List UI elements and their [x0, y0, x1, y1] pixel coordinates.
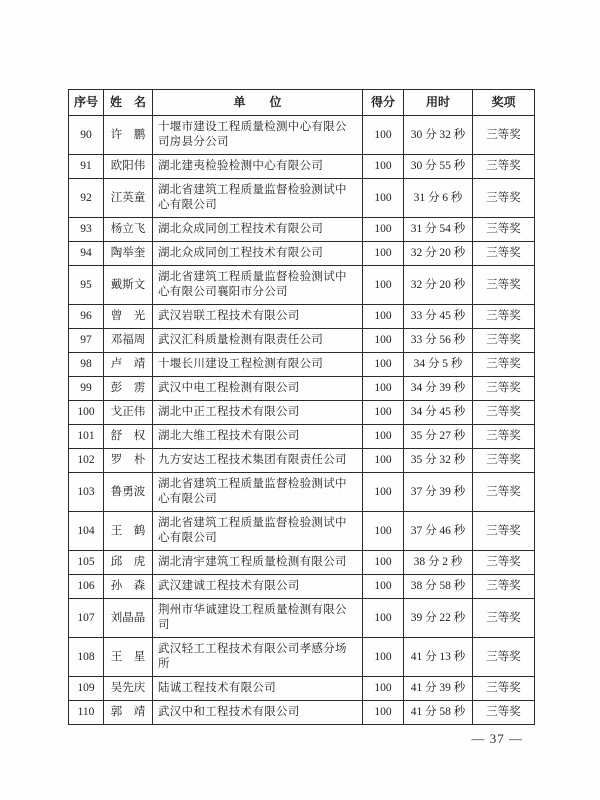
table-body: [69, 116, 535, 725]
cell-award: 三等奖: [473, 353, 535, 377]
cell-score: 100: [363, 179, 404, 218]
table-row: [69, 638, 535, 677]
cell-name: 罗 朴: [104, 449, 153, 473]
cell-unit: 湖北清宇建筑工程质量检测有限公司: [153, 551, 363, 575]
cell-award: 三等奖: [473, 473, 535, 512]
cell-score: 100: [363, 155, 404, 179]
cell-name: 邱 虎: [104, 551, 153, 575]
cell-score: 100: [363, 353, 404, 377]
cell-score: 100: [363, 638, 404, 677]
table-row: [69, 353, 535, 377]
table-row: [69, 218, 535, 242]
cell-unit: 湖北省建筑工程质量监督检验测试中心有限公司: [153, 179, 363, 218]
cell-time: 35 分 27 秒: [404, 425, 473, 449]
cell-serial-number: 104: [69, 512, 104, 551]
cell-score: 100: [363, 512, 404, 551]
table-row: [69, 677, 535, 701]
header-name: 姓 名: [104, 90, 153, 116]
cell-unit: 湖北省建筑工程质量监督检验测试中心有限公司襄阳市分公司: [153, 266, 363, 305]
cell-award: 三等奖: [473, 638, 535, 677]
header-award: 奖项: [473, 90, 535, 116]
cell-score: 100: [363, 677, 404, 701]
cell-name: 许 鹏: [104, 116, 153, 155]
cell-award: 三等奖: [473, 551, 535, 575]
cell-name: 欧阳伟: [104, 155, 153, 179]
cell-award: 三等奖: [473, 449, 535, 473]
cell-name: 陶举奎: [104, 242, 153, 266]
cell-serial-number: 105: [69, 551, 104, 575]
table-row: [69, 305, 535, 329]
cell-serial-number: 95: [69, 266, 104, 305]
cell-time: 39 分 22 秒: [404, 599, 473, 638]
table-row: [69, 266, 535, 305]
cell-award: 三等奖: [473, 242, 535, 266]
cell-name: 杨立飞: [104, 218, 153, 242]
cell-serial-number: 110: [69, 701, 104, 725]
table-row: [69, 179, 535, 218]
cell-serial-number: 101: [69, 425, 104, 449]
cell-score: 100: [363, 575, 404, 599]
cell-unit: 湖北省建筑工程质量监督检验测试中心有限公司: [153, 473, 363, 512]
cell-serial-number: 93: [69, 218, 104, 242]
cell-serial-number: 109: [69, 677, 104, 701]
table-row: [69, 551, 535, 575]
cell-name: 王 星: [104, 638, 153, 677]
table-row: [69, 425, 535, 449]
cell-time: 37 分 39 秒: [404, 473, 473, 512]
cell-serial-number: 97: [69, 329, 104, 353]
cell-score: 100: [363, 305, 404, 329]
cell-time: 30 分 32 秒: [404, 116, 473, 155]
cell-time: 41 分 39 秒: [404, 677, 473, 701]
cell-time: 33 分 45 秒: [404, 305, 473, 329]
cell-award: 三等奖: [473, 377, 535, 401]
cell-name: 卢 靖: [104, 353, 153, 377]
table-row: [69, 329, 535, 353]
cell-serial-number: 96: [69, 305, 104, 329]
table-row: [69, 155, 535, 179]
cell-serial-number: 100: [69, 401, 104, 425]
cell-name: 孙 森: [104, 575, 153, 599]
cell-time: 31 分 54 秒: [404, 218, 473, 242]
page-number: — 37 —: [471, 731, 523, 746]
cell-score: 100: [363, 449, 404, 473]
table-row: [69, 599, 535, 638]
cell-unit: 湖北众成同创工程技术有限公司: [153, 218, 363, 242]
table-row: [69, 401, 535, 425]
header-time: 用时: [404, 90, 473, 116]
cell-score: 100: [363, 551, 404, 575]
cell-time: 32 分 20 秒: [404, 266, 473, 305]
cell-name: 吴先庆: [104, 677, 153, 701]
cell-score: 100: [363, 425, 404, 449]
cell-time: 34 分 5 秒: [404, 353, 473, 377]
cell-award: 三等奖: [473, 305, 535, 329]
cell-serial-number: 103: [69, 473, 104, 512]
cell-name: 鲁勇波: [104, 473, 153, 512]
cell-award: 三等奖: [473, 116, 535, 155]
table-row: [69, 701, 535, 725]
cell-time: 34 分 39 秒: [404, 377, 473, 401]
cell-score: 100: [363, 473, 404, 512]
cell-name: 戈正伟: [104, 401, 153, 425]
cell-score: 100: [363, 377, 404, 401]
cell-award: 三等奖: [473, 425, 535, 449]
cell-serial-number: 98: [69, 353, 104, 377]
cell-award: 三等奖: [473, 155, 535, 179]
cell-time: 38 分 2 秒: [404, 551, 473, 575]
cell-time: 34 分 45 秒: [404, 401, 473, 425]
cell-score: 100: [363, 218, 404, 242]
cell-name: 邓福周: [104, 329, 153, 353]
cell-name: 彭 雳: [104, 377, 153, 401]
cell-score: 100: [363, 401, 404, 425]
cell-time: 41 分 58 秒: [404, 701, 473, 725]
table-row: [69, 377, 535, 401]
cell-award: 三等奖: [473, 701, 535, 725]
cell-serial-number: 106: [69, 575, 104, 599]
table-row: [69, 242, 535, 266]
cell-time: 35 分 32 秒: [404, 449, 473, 473]
cell-unit: 十堰长川建设工程检测有限公司: [153, 353, 363, 377]
table-row: [69, 473, 535, 512]
cell-time: 38 分 58 秒: [404, 575, 473, 599]
cell-unit: 武汉建诚工程技术有限公司: [153, 575, 363, 599]
cell-unit: 武汉汇科质量检测有限责任公司: [153, 329, 363, 353]
table-header-row: [69, 90, 535, 116]
cell-unit: 十堰市建设工程质量检测中心有限公司房县分公司: [153, 116, 363, 155]
cell-score: 100: [363, 329, 404, 353]
cell-name: 舒 权: [104, 425, 153, 449]
cell-unit: 荆州市华诚建设工程质量检测有限公司: [153, 599, 363, 638]
cell-time: 32 分 20 秒: [404, 242, 473, 266]
cell-unit: 武汉轻工工程技术有限公司孝感分场所: [153, 638, 363, 677]
cell-unit: 湖北省建筑工程质量监督检验测试中心有限公司: [153, 512, 363, 551]
cell-name: 江英童: [104, 179, 153, 218]
cell-score: 100: [363, 701, 404, 725]
cell-time: 37 分 46 秒: [404, 512, 473, 551]
cell-award: 三等奖: [473, 401, 535, 425]
cell-serial-number: 90: [69, 116, 104, 155]
cell-unit: 湖北大维工程技术有限公司: [153, 425, 363, 449]
cell-name: 戴斯文: [104, 266, 153, 305]
cell-award: 三等奖: [473, 179, 535, 218]
cell-unit: 武汉中和工程技术有限公司: [153, 701, 363, 725]
cell-time: 41 分 13 秒: [404, 638, 473, 677]
cell-name: 刘晶晶: [104, 599, 153, 638]
cell-unit: 武汉中电工程检测有限公司: [153, 377, 363, 401]
cell-unit: 湖北建夷检验检测中心有限公司: [153, 155, 363, 179]
cell-award: 三等奖: [473, 599, 535, 638]
cell-name: 王 鹤: [104, 512, 153, 551]
cell-serial-number: 91: [69, 155, 104, 179]
cell-unit: 陆诚工程技术有限公司: [153, 677, 363, 701]
cell-serial-number: 107: [69, 599, 104, 638]
cell-award: 三等奖: [473, 218, 535, 242]
results-table: [68, 89, 535, 725]
cell-award: 三等奖: [473, 677, 535, 701]
cell-unit: 湖北众成同创工程技术有限公司: [153, 242, 363, 266]
cell-score: 100: [363, 599, 404, 638]
cell-serial-number: 92: [69, 179, 104, 218]
cell-time: 33 分 56 秒: [404, 329, 473, 353]
header-serial-number: 序号: [69, 90, 104, 116]
cell-serial-number: 94: [69, 242, 104, 266]
table-row: [69, 512, 535, 551]
cell-unit: 九方安达工程技术集团有限责任公司: [153, 449, 363, 473]
table-row: [69, 116, 535, 155]
header-score: 得分: [363, 90, 404, 116]
cell-unit: 武汉岩联工程技术有限公司: [153, 305, 363, 329]
cell-award: 三等奖: [473, 329, 535, 353]
cell-unit: 湖北中正工程技术有限公司: [153, 401, 363, 425]
table-row: [69, 449, 535, 473]
cell-award: 三等奖: [473, 266, 535, 305]
cell-score: 100: [363, 266, 404, 305]
cell-award: 三等奖: [473, 512, 535, 551]
cell-time: 31 分 6 秒: [404, 179, 473, 218]
cell-serial-number: 99: [69, 377, 104, 401]
cell-score: 100: [363, 116, 404, 155]
cell-name: 郭 靖: [104, 701, 153, 725]
cell-serial-number: 108: [69, 638, 104, 677]
cell-time: 30 分 55 秒: [404, 155, 473, 179]
cell-name: 曾 光: [104, 305, 153, 329]
header-unit: 单 位: [153, 90, 363, 116]
cell-serial-number: 102: [69, 449, 104, 473]
cell-award: 三等奖: [473, 575, 535, 599]
table-row: [69, 575, 535, 599]
cell-score: 100: [363, 242, 404, 266]
